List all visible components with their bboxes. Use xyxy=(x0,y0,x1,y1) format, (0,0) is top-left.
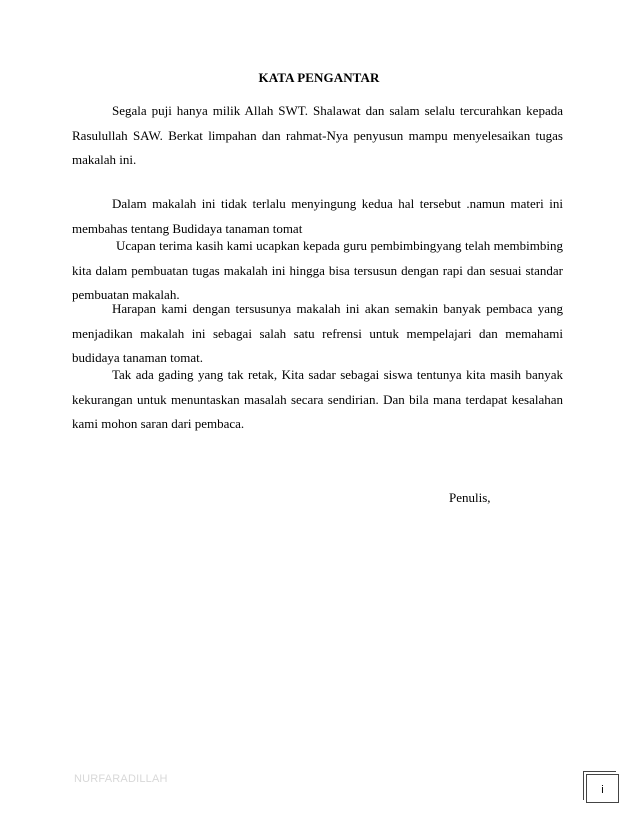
page-number-box xyxy=(586,774,619,803)
paragraph-text: Harapan kami dengan tersusunya makalah ini akan semakin banyak pembaca yang menjadikan makalah ini sebagai salah satu refrensi untuk mempelajari dan memahami budidaya tanaman tomat. xyxy=(72,301,563,365)
signature-label: Penulis, xyxy=(449,490,491,505)
paragraph-text: Segala puji hanya milik Allah SWT. Shalawat dan salam selalu tercurahkan kepada Rasulullah SAW. Berkat limpahan dan rahmat-Nya penyusun mampu menyelesaikan tugas makalah ini. xyxy=(72,103,563,167)
paragraph-closing xyxy=(72,363,563,437)
footer-author: NURFARADILLAH xyxy=(74,773,168,785)
paragraph-text: Ucapan terima kasih kami ucapkan kepada guru pembimbingyang telah membimbing kita dalam pembuatan tugas makalah ini hingga bisa tersusun dengan rapi dan sesuai standar pembuatan makalah. xyxy=(72,238,563,302)
page-title: KATA PENGANTAR xyxy=(258,70,380,85)
page-number: i xyxy=(601,784,604,796)
paragraph-text: Tak ada gading yang tak retak, Kita sadar sebagai siswa tentunya kita masih banyak kekurangan untuk menuntaskan masalah secara sendirian. Dan bila mana terdapat kesalahan kami mohon saran dari pembaca. xyxy=(72,367,563,431)
paragraph-text: Dalam makalah ini tidak terlalu menyingung kedua hal tersebut .namun materi ini membahas tentang Budidaya tanaman tomat xyxy=(72,196,563,236)
paragraph-opening xyxy=(72,99,563,173)
paragraph-hope xyxy=(72,297,563,371)
